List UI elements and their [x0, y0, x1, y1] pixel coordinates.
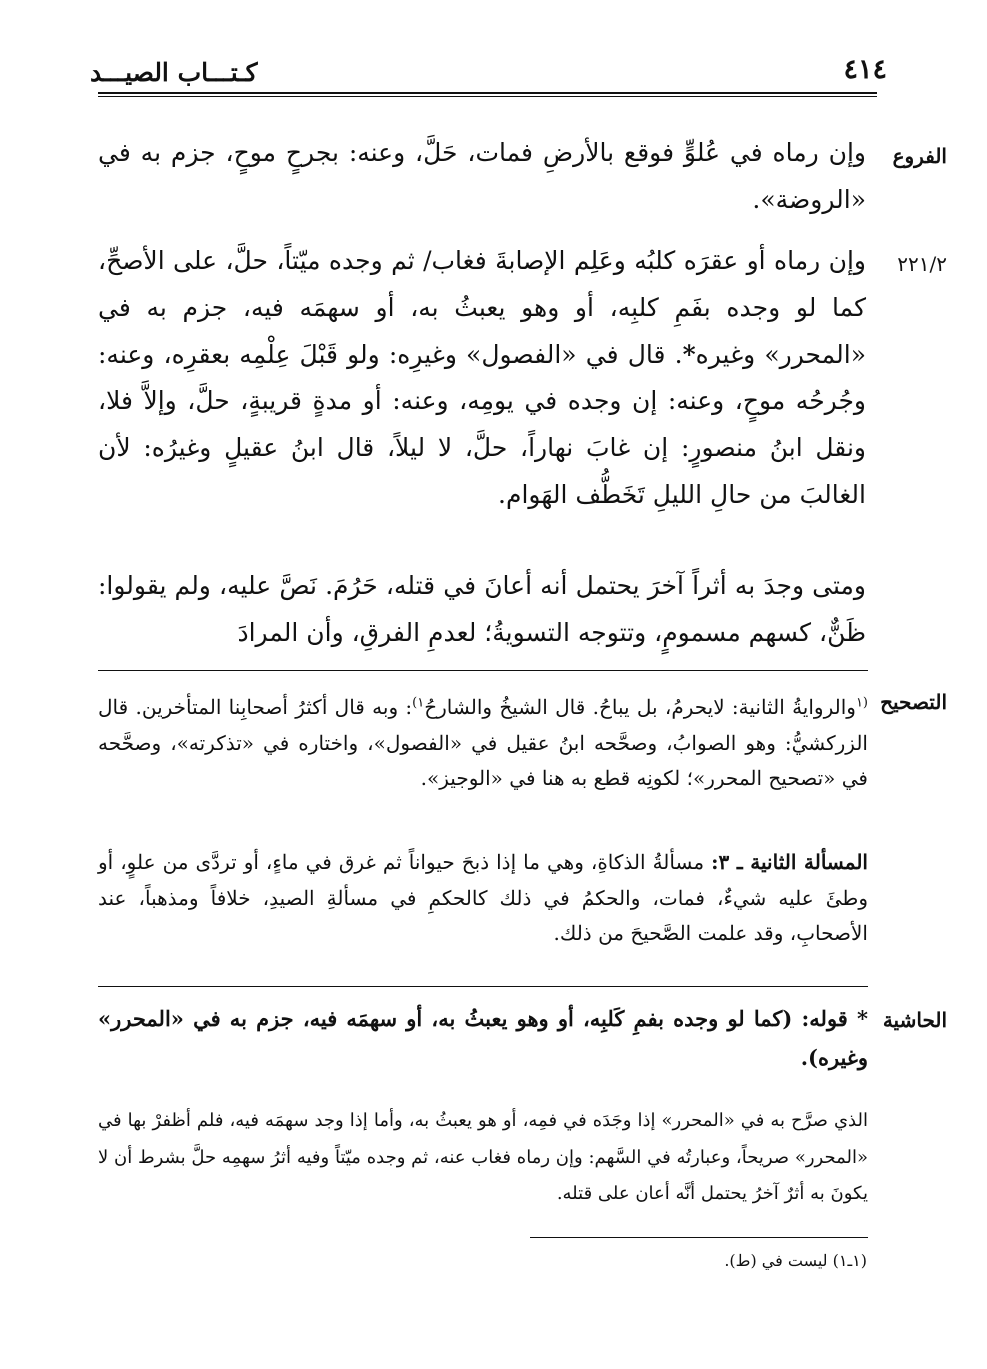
main-paragraph-1: [98, 130, 866, 224]
margin-label-furu: الفروع: [892, 144, 947, 168]
main-text: وإن رماه في عُلوٍّ فوقع بالأرضِ فمات، حَلَّ، وعنه: بجرحٍ موحٍ، جزم به في «الروضة».: [98, 138, 866, 214]
hashiya-body: [98, 1103, 868, 1213]
margin-label-tashih: التصحيح: [880, 690, 947, 714]
correction-text: [98, 690, 868, 797]
main-text-part: . قال في «الفصول» وغيرِه: ولو قَبْلَ عِلْمِه بعقرِه، وعنه: وجُرحُه موحٍ، وعنه: إن وجده في يومِه، وعنه: أو مدةٍ قريبةٍ، حلَّ، وإلاَّ فلا، ونقل ابنُ منصورٍ: إن غابَ نهاراً، حلَّ، لا ليلاً، قال ابنُ عقيلٍ وغيرُه: لأن الغالبَ من حالِ الليلِ تَخَطُّف الهَوام.: [98, 339, 866, 509]
correction-paragraph-1: [98, 690, 868, 797]
running-title: كـتـــاب الصيـــد: [90, 58, 258, 87]
main-paragraph-3: [98, 563, 866, 657]
footnote-marker-open: (١: [855, 695, 868, 711]
correction-text-part: : وبه قال أكثرُ أصحابِنا المتأخرين. قال الزركشيُّ: وهو الصوابُ، وصحَّحه ابنُ عقيل في «الفصول»، واختاره في «تذكرته»، وصحَّحه في «تصحيح المحرر»؛ لكونِه قطع به هنا في «الوجيز».: [98, 695, 868, 790]
footnote-divider: [530, 1237, 868, 1238]
main-text: ومتى وجدَ به أثراً آخرَ يحتمل أنه أعانَ في قتله، حَرُمَ. نَصَّ عليه، ولم يقولوا: ظَنٌّ، كسهم مسمومٍ، وتتوجه التسويةُ؛ لعدمِ الفرقِ، وأن المرادَ: [98, 571, 866, 647]
main-text: [98, 238, 866, 519]
correction-text-part: مسألةُ الذكاةِ، وهي ما إذا ذبحَ حيواناً ثم غرق في ماءٍ، أو تردَّى من علوٍ، أو وطئَ عليه شيءٌ، فمات، والحكمُ في ذلك كالحكمِ في مسألةِ الصيدِ، خلافاً ومذهباً، عند الأصحابِ، وقد علمت الصَّحيحَ من ذلك.: [98, 850, 868, 945]
header-rule: [98, 92, 877, 97]
main-text-part: وإن رماه أو عقرَه كلبُه وعَلِم الإصابةَ فغاب/ ثم وجده ميّتاً، حلَّ، على الأصحِّ، كما لو وجده بفَمِ كلبِه، أو وهو يعبثُ به، أو سهمَه فيه، جزم به في «المحرر» وغيره: [98, 246, 866, 369]
footnote-marker-close: ١): [412, 695, 425, 711]
page-number: ٤١٤: [843, 54, 887, 85]
margin-label-hashiya: الحاشية: [882, 1008, 947, 1032]
hashiya-marker: *: [682, 339, 696, 369]
hashiya-text: الذي صرَّح به في «المحرر» إذا وجَدَه في فمِه، أو هو يعبثُ به، وأما إذا وجد سهمَه فيه، فلم أظفرْ بها في «المحرر» صريحاً، وعبارتُه في السَّهم: وإن رماه فغاب عنه، ثم وجده ميّتاً وفيه أثرُ سهمِه حلَّ بشرط أن لا يكونَ به أثرٌ آخرُ يحتمل أنَّه أعان على قتله.: [98, 1110, 868, 1204]
correction-text-part: والروايةُ الثانية: لايحرمُ، بل يباحُ. قال الشيخُ والشارحُ: [424, 695, 856, 719]
section-divider: [98, 670, 868, 671]
correction-text: [98, 845, 868, 952]
main-paragraph-2: [98, 238, 866, 519]
hashiya-quote: [98, 1000, 868, 1077]
section-divider: [98, 986, 868, 987]
footnote: (١ـ١) ليست في (ط).: [724, 1251, 867, 1270]
margin-label-reference: ٢٢١/٢: [897, 252, 947, 276]
issue-heading: المسألة الثانية ـ ٣:: [711, 850, 868, 874]
hashiya-quote-text: * قوله: (كما لو وجده بفمِ كَلبِه، أو وهو يعبثُ به، أو سهمَه فيه، جزم به في «المحرر» وغيره).: [98, 1006, 868, 1070]
correction-paragraph-2: [98, 845, 868, 952]
